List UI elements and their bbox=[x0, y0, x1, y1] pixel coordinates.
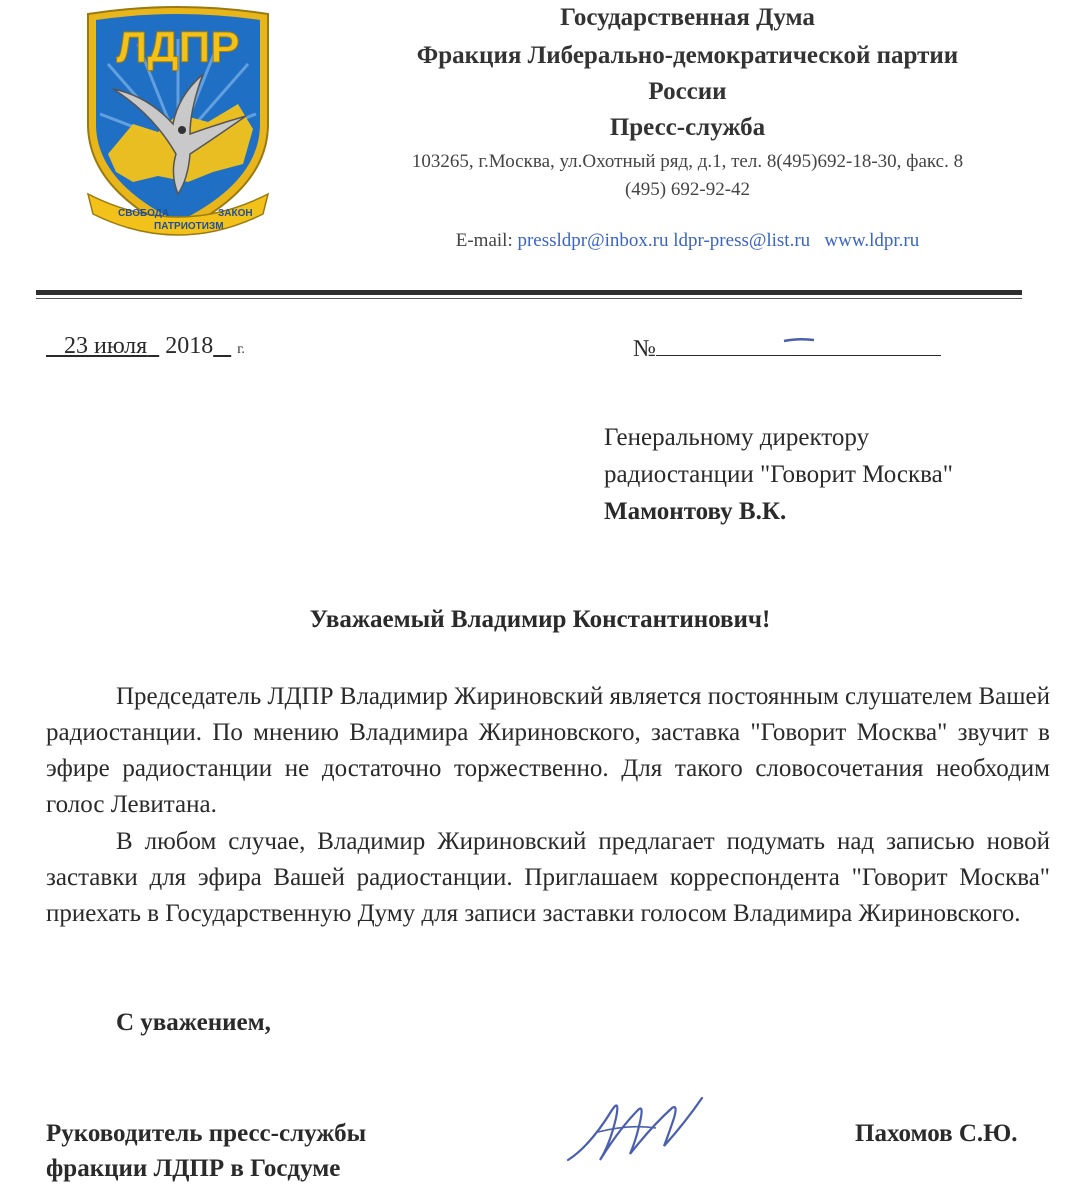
date-day-month: 23 июля bbox=[64, 333, 148, 359]
number-label: № bbox=[633, 336, 656, 362]
date-suffix: г. bbox=[237, 342, 245, 357]
header-org: Государственная Дума bbox=[560, 4, 815, 31]
signatory-name: Пахомов С.Ю. bbox=[855, 1120, 1018, 1147]
ribbon-text-3: ЗАКОН bbox=[218, 208, 253, 219]
document-date bbox=[46, 333, 245, 360]
closing: С уважением, bbox=[116, 1009, 271, 1036]
recipient-organization: радиостанции "Говорит Москва" bbox=[604, 461, 953, 488]
body-paragraph-2: В любом случае, Владимир Жириновский предлагает подумать над записью новой заставки для эфира Вашей радиостанции. Приглашаем корреспондента "Говорит Москва" приехать в Государственную Думу для записи заставки голосом Владимира Жириновского. bbox=[46, 828, 1050, 927]
email-link-2[interactable]: ldpr-press@list.ru bbox=[673, 230, 811, 251]
email-link-1[interactable]: pressldpr@inbox.ru bbox=[517, 230, 669, 251]
email-label: E-mail: bbox=[455, 230, 513, 251]
greeting: Уважаемый Владимир Константинович! bbox=[309, 606, 771, 633]
signatory-position-cont: фракции ЛДПР в Госдуме bbox=[46, 1155, 341, 1182]
handwritten-signature bbox=[560, 1088, 710, 1168]
header-address: 103265, г.Москва, ул.Охотный ряд, д.1, тел. 8(495)692-18-30, факс. 8 bbox=[411, 151, 964, 172]
recipient-title: Генеральному директору bbox=[604, 424, 870, 451]
ribbon-text-2: ПАТРИОТИЗМ bbox=[154, 221, 224, 232]
date-year: 2018 bbox=[165, 333, 214, 359]
header-contacts bbox=[330, 230, 1045, 252]
body-paragraph-1: Председатель ЛДПР Владимир Жириновский является постоянным слушателем Вашей радиостанции. По мнению Владимира Жириновского, заставка "Говорит Москва" звучит в эфире радиостанции не достаточно торжественно. Для такого словосочетания необходим голос Левитана. bbox=[46, 683, 1050, 818]
ldpr-logo bbox=[78, 4, 278, 236]
signatory-position: Руководитель пресс-службы bbox=[46, 1120, 367, 1147]
header-faction: Фракция Либерально-демократической партии bbox=[416, 42, 959, 69]
website-link[interactable]: www.ldpr.ru bbox=[824, 230, 920, 251]
logo-text: ЛДПР bbox=[116, 23, 240, 72]
header-address-cont: (495) 692-92-42 bbox=[624, 179, 751, 200]
ribbon-text-1: СВОБОДА bbox=[118, 208, 170, 219]
header-rule-thin bbox=[36, 298, 1022, 299]
header-faction-cont: России bbox=[648, 78, 727, 105]
header-rule-thick bbox=[36, 290, 1022, 295]
ink-dash-mark bbox=[782, 336, 816, 344]
header-department: Пресс-служба bbox=[609, 114, 766, 141]
recipient-name: Мамонтову В.К. bbox=[604, 498, 787, 525]
